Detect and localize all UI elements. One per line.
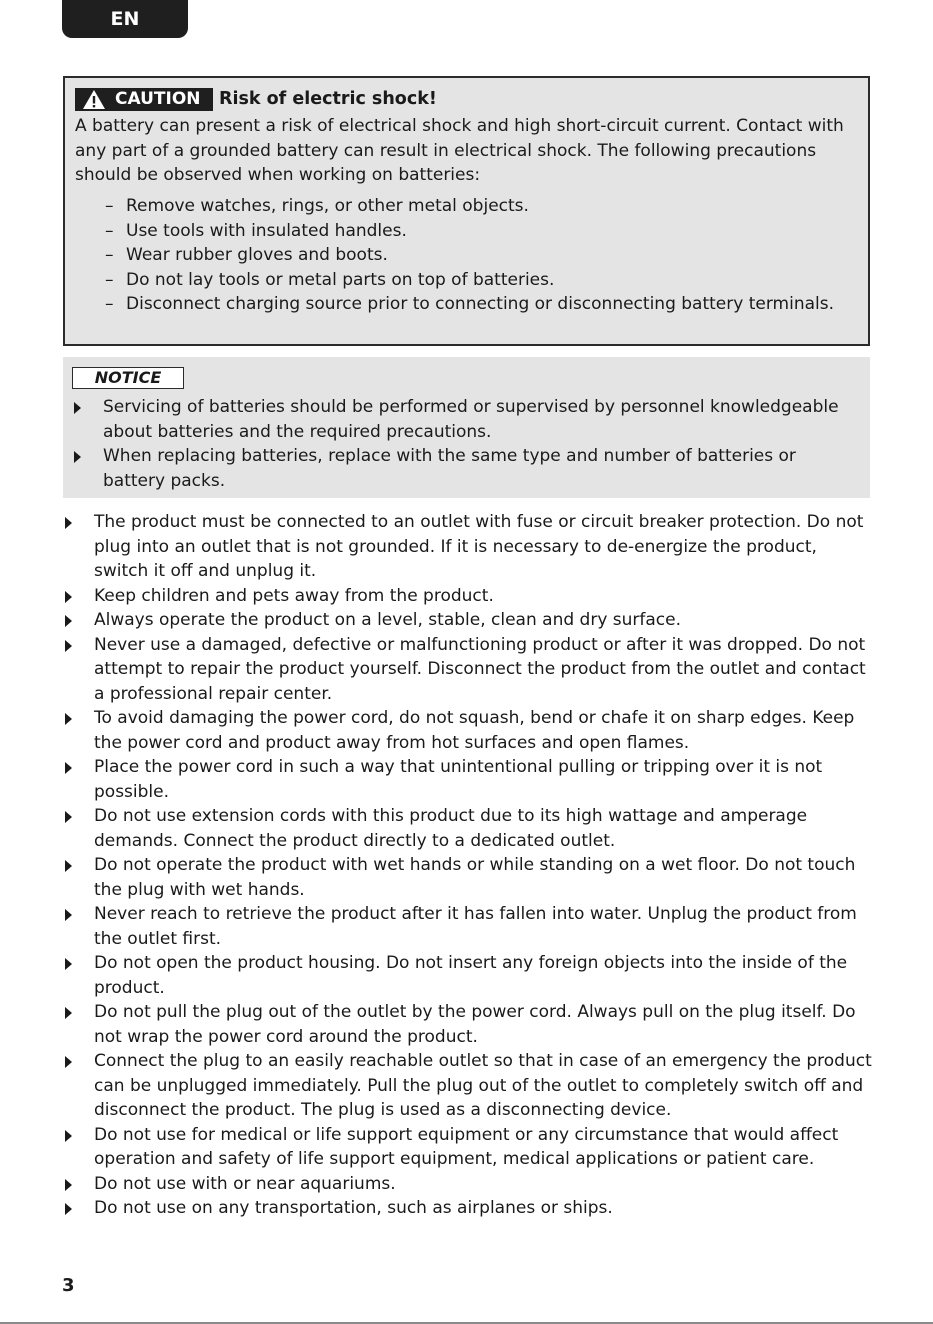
triangle-bullet-icon [65, 860, 72, 872]
list-item-text: Do not open the product housing. Do not insert any foreign objects into the inside of the product. [94, 953, 848, 998]
list-item: – Wear rubber gloves and boots. [103, 243, 843, 268]
caution-label: CAUTION [115, 89, 201, 109]
list-item-text: Keep children and pets away from the product. [94, 585, 494, 606]
list-item-text: Connect the plug to an easily reachable outlet so that in case of an emergency the product can be unplugged immediately. Pull the plug out of the outlet to completely switch off and disconnect the product. The plug is used as a disconnecting device. [94, 1051, 872, 1120]
list-item: – Do not lay tools or metal parts on top of batteries. [103, 268, 843, 293]
warning-triangle-icon [81, 88, 107, 111]
list-item [63, 1000, 875, 1049]
triangle-bullet-icon [65, 1007, 72, 1019]
page-number: 3 [62, 1275, 75, 1296]
caution-box [63, 76, 870, 346]
list-item [63, 902, 875, 951]
triangle-bullet-icon [65, 1179, 72, 1191]
list-item [63, 584, 875, 609]
triangle-bullet-icon [65, 811, 72, 823]
notice-list [72, 395, 852, 493]
safety-instructions-list [63, 510, 875, 1221]
notice-box [63, 357, 870, 498]
list-item-text: Always operate the product on a level, stable, clean and dry surface. [94, 610, 682, 630]
triangle-bullet-icon [65, 958, 72, 970]
list-item-text: Never use a damaged, defective or malfunctioning product or after it was dropped. Do not attempt to repair the product yourself. Disconnect the product from the outlet and contact a professional repair center. [94, 634, 866, 704]
list-item-text: Do not use with or near aquariums. [94, 1173, 396, 1194]
caution-header [75, 87, 437, 111]
list-item [63, 804, 875, 853]
list-item-text: Do not pull the plug out of the outlet by the power cord. Always pull on the plug itself. Do not wrap the power cord around the product. [94, 1002, 856, 1047]
triangle-bullet-icon [65, 1130, 72, 1142]
list-item [63, 706, 875, 755]
list-item-text: Servicing of batteries should be performed or supervised by personnel knowledgeable about batteries and the required precautions. [103, 397, 839, 442]
list-item-text: The product must be connected to an outlet with fuse or circuit breaker protection. Do not plug into an outlet that is not grounded. If it is necessary to de-energize the product, switch it off and unplug it. [94, 512, 864, 581]
triangle-bullet-icon [65, 615, 72, 627]
list-item [63, 608, 875, 633]
list-item [63, 510, 875, 584]
list-item [63, 1123, 875, 1172]
triangle-bullet-icon [65, 1203, 72, 1215]
caution-text: A battery can present a risk of electrical shock and high short-circuit current. Contact with any part of a grounded battery can result in electrical shock. The following precautions should be observed when working on batteries: [75, 116, 844, 185]
list-item-text: Do not operate the product with wet hands or while standing on a wet floor. Do not touch the plug with wet hands. [94, 855, 856, 900]
caution-label-badge [75, 88, 213, 111]
notice-label: NOTICE [72, 367, 184, 389]
list-item [63, 633, 875, 707]
list-item [63, 1196, 875, 1221]
list-item [63, 1172, 875, 1197]
triangle-bullet-icon [74, 402, 81, 414]
triangle-bullet-icon [65, 591, 72, 603]
triangle-bullet-icon [65, 640, 72, 652]
list-item [63, 853, 875, 902]
triangle-bullet-icon [74, 451, 81, 463]
list-item-text: Do not use extension cords with this product due to its high wattage and amperage demands. Connect the product directly to a dedicated outlet. [94, 806, 808, 851]
list-item-text: Never reach to retrieve the product after it has fallen into water. Unplug the product from the outlet first. [94, 904, 857, 949]
list-item [72, 395, 852, 444]
list-item: – Use tools with insulated handles. [103, 219, 843, 244]
caution-title: Risk of electric shock! [219, 89, 437, 109]
list-item-text: Do not use for medical or life support equipment or any circumstance that would affect operation and safety of life support equipment, medical applications or patient care. [94, 1124, 839, 1169]
list-item-text: When replacing batteries, replace with the same type and number of batteries or battery packs. [103, 446, 796, 491]
list-item-text: Do not use on any transportation, such as airplanes or ships. [94, 1198, 613, 1218]
triangle-bullet-icon [65, 1056, 72, 1068]
triangle-bullet-icon [65, 909, 72, 921]
list-item [63, 1049, 875, 1123]
list-item: – Disconnect charging source prior to connecting or disconnecting battery terminals. [103, 292, 843, 317]
list-item [72, 444, 852, 493]
triangle-bullet-icon [65, 713, 72, 725]
language-tab: EN [62, 0, 188, 38]
list-item-text: Place the power cord in such a way that unintentional pulling or tripping over it is not possible. [94, 757, 823, 802]
list-item: – Remove watches, rings, or other metal objects. [103, 194, 843, 219]
list-item-text: To avoid damaging the power cord, do not squash, bend or chafe it on sharp edges. Keep the power cord and product away from hot surfaces and open flames. [94, 708, 855, 753]
caution-precautions-list [103, 194, 843, 317]
triangle-bullet-icon [65, 762, 72, 774]
list-item [63, 951, 875, 1000]
triangle-bullet-icon [65, 517, 72, 529]
list-item [63, 755, 875, 804]
